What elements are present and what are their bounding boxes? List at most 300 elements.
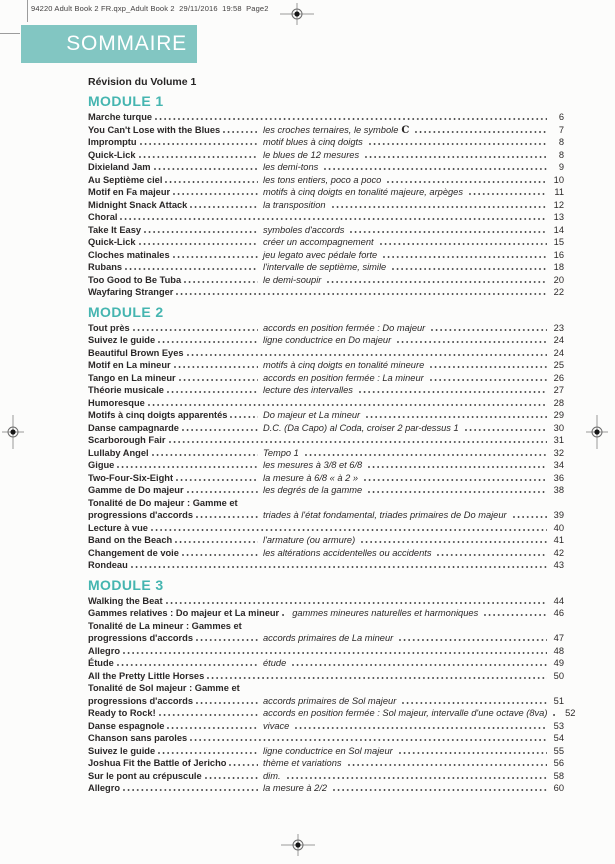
toc-row: [88, 559, 564, 572]
toc-entry-lead: [88, 236, 260, 249]
dot-leader: [368, 491, 547, 493]
toc-row: [88, 149, 564, 162]
toc-entry-lead: [88, 707, 260, 720]
toc-entry-tail: [260, 372, 564, 385]
toc-row: [88, 695, 564, 708]
page-title: SOMMAIRE: [66, 32, 187, 55]
toc-entry-page: 56: [553, 758, 564, 768]
toc-entry-page: 52: [565, 708, 576, 718]
toc-entry-tail: [260, 782, 564, 795]
toc-entry-description: la mesure à 6/8 « à 2 »: [263, 472, 359, 483]
toc-row: [88, 422, 564, 435]
toc-entry-title: Motif en La mineur: [88, 360, 171, 370]
toc-entry-page: 8: [558, 149, 564, 160]
module-heading: MODULE 1: [88, 93, 164, 109]
dot-leader: [324, 168, 547, 170]
dot-leader: [140, 143, 258, 145]
toc-entry-title: Changement de voie: [88, 547, 179, 558]
module-heading: MODULE 2: [88, 303, 164, 320]
toc-entry-description: accords en position fermée : Sol majeur, intervalle d'une octave (8va): [263, 708, 548, 718]
dot-leader: [437, 554, 547, 556]
toc-row: [88, 707, 576, 720]
toc-content: [88, 76, 576, 795]
toc-entry-lead: [88, 757, 260, 770]
toc-entry-tail: [260, 547, 564, 560]
dot-leader: [182, 554, 258, 556]
dot-leader: [305, 454, 547, 456]
toc-entry-page: 40: [553, 522, 564, 533]
toc-entry-title: Gamme de Do majeur: [88, 485, 184, 495]
toc-entry-lead: [88, 459, 260, 472]
toc-entry-tail: [260, 757, 564, 770]
toc-entry-description: motifs à cinq doigts en tonalité mineure: [263, 360, 425, 370]
toc-entry-tail: [260, 695, 564, 708]
toc-entry-page: 43: [553, 560, 564, 570]
toc-entry-lead: [88, 174, 260, 187]
toc-entry-tail: [260, 484, 564, 497]
toc-entry-title: Joshua Fit the Battle of Jericho: [88, 758, 227, 768]
dot-leader: [383, 256, 547, 258]
toc-entry-lead: [88, 447, 260, 460]
toc-entry-page: 7: [558, 124, 564, 135]
dot-leader: [148, 404, 547, 406]
dot-leader: [361, 541, 547, 543]
toc-entry-title: progressions d'accords: [88, 510, 194, 520]
toc-row: [88, 174, 564, 187]
dot-leader: [292, 664, 547, 666]
toc-entry-tail: [260, 236, 564, 249]
toc-entry-page: 36: [553, 472, 564, 483]
toc-entry-tail: [260, 447, 564, 460]
dot-leader: [174, 366, 258, 368]
toc-entry-description: accords primaires de Sol majeur: [263, 695, 397, 706]
dot-leader: [187, 354, 547, 356]
toc-row: [88, 595, 564, 608]
dot-leader: [190, 206, 258, 208]
toc-row: [88, 509, 564, 522]
toc-entry-page: 58: [553, 770, 564, 781]
toc-entry-lead: [88, 720, 260, 733]
common-time-symbol: C: [401, 124, 410, 136]
toc-entry-lead: [88, 334, 260, 347]
dot-leader: [139, 243, 258, 245]
dot-leader: [133, 329, 258, 331]
toc-entry-lead: [88, 547, 260, 560]
toc-entry-title: Ready to Rock!: [88, 708, 156, 718]
toc-row: [88, 274, 564, 287]
dot-leader: [327, 281, 547, 283]
dot-leader: [167, 391, 258, 393]
toc-entry-title: Two-Four-Six-Eight: [88, 472, 174, 483]
toc-row: [88, 211, 564, 224]
toc-row: [88, 124, 564, 137]
toc-entry-title: progressions d'accords: [88, 695, 194, 706]
toc-entry-title: Gigue: [88, 460, 115, 470]
toc-entry-lead: [88, 657, 260, 670]
toc-sections: [88, 93, 576, 795]
page-title-banner: [21, 25, 197, 63]
toc-entry-tail: [260, 124, 564, 138]
toc-entry-tail: [260, 720, 564, 733]
toc-row: [88, 534, 564, 547]
dot-leader: [154, 168, 258, 170]
toc-row: [88, 236, 564, 249]
dot-leader: [230, 416, 258, 418]
toc-row: [88, 757, 564, 770]
dot-leader: [125, 268, 258, 270]
toc-row: [88, 620, 564, 633]
toc-row: [88, 497, 564, 510]
toc-row: [88, 322, 564, 335]
toc-entry-description: dim.: [263, 770, 281, 781]
dot-leader: [155, 118, 547, 120]
toc-entry-tail: [260, 745, 564, 758]
toc-entry-page: 60: [553, 783, 564, 793]
toc-entry-tail: [260, 199, 564, 212]
toc-entry-title: Midnight Snack Attack: [88, 199, 188, 210]
toc-entry-page: 30: [553, 422, 564, 433]
toc-entry-tail: [289, 607, 564, 620]
toc-row: [88, 224, 564, 237]
toc-entry-page: 11: [554, 187, 564, 197]
toc-entry-page: 28: [553, 397, 564, 408]
toc-entry-page: 23: [553, 322, 564, 333]
toc-entry-lead: [88, 274, 260, 287]
toc-entry-lead: [88, 472, 260, 485]
toc-entry-tail: [260, 359, 564, 372]
toc-entry-title: Quick-Lick: [88, 237, 136, 247]
dot-leader: [196, 639, 258, 641]
dot-leader: [332, 206, 547, 208]
dot-leader: [223, 131, 258, 133]
toc-entry-title: Danse espagnole: [88, 720, 165, 731]
toc-entry-title: Marche turque: [88, 112, 153, 122]
toc-entry-tail: [260, 472, 564, 485]
toc-entry-tail: [260, 657, 564, 670]
toc-entry-page: 6: [558, 112, 564, 122]
intro-line: Révision du Volume 1: [88, 76, 197, 88]
dot-leader: [175, 541, 258, 543]
dot-leader: [392, 268, 547, 270]
dot-leader: [158, 752, 258, 754]
toc-entry-page: 24: [553, 335, 564, 345]
toc-entry-title: Impromptu: [88, 137, 137, 147]
dot-leader: [184, 281, 258, 283]
toc-row: [88, 286, 564, 299]
dot-leader: [158, 341, 258, 343]
toc-entry-page: 42: [553, 547, 564, 558]
dot-leader: [123, 652, 547, 654]
toc-entry-description: la transposition: [263, 199, 326, 210]
toc-row: [88, 111, 564, 124]
toc-entry-lead: [88, 224, 260, 237]
toc-row: [88, 645, 564, 658]
toc-entry-title: Rondeau: [88, 560, 128, 570]
toc-row: [88, 632, 564, 645]
toc-entry-tail: [260, 707, 576, 720]
dot-leader: [397, 341, 547, 343]
dot-leader: [117, 466, 258, 468]
module-heading: MODULE 3: [88, 576, 164, 593]
toc-entry-title: Choral: [88, 212, 118, 222]
toc-entry-tail: [260, 459, 564, 472]
toc-entry-page: 27: [553, 385, 564, 395]
toc-entry-description: l'armature (ou armure): [263, 535, 356, 545]
dot-leader: [123, 789, 258, 791]
toc-row: [88, 359, 564, 372]
toc-entry-page: 13: [553, 212, 564, 222]
toc-entry-tail: [260, 409, 564, 422]
toc-entry-title: Chanson sans paroles: [88, 733, 188, 743]
toc-row: [88, 249, 564, 262]
toc-entry-description: Do majeur et La mineur: [263, 410, 361, 420]
toc-row: [88, 161, 564, 174]
registration-mark-icon: [579, 414, 615, 450]
toc-entry-lead: [88, 261, 260, 274]
dot-leader: [380, 243, 547, 245]
toc-entry-title: Tango en La mineur: [88, 372, 176, 383]
toc-entry-lead: [88, 782, 260, 795]
toc-entry-lead: [88, 607, 289, 620]
dot-leader: [350, 231, 547, 233]
toc-entry-tail: [260, 509, 564, 522]
toc-entry-lead: [88, 770, 260, 783]
toc-entry-title: You Can't Lose with the Blues: [88, 124, 221, 135]
dot-leader: [176, 479, 258, 481]
toc-entry-description: gammes mineures naturelles et harmoniques: [292, 608, 479, 618]
toc-row: [88, 447, 564, 460]
toc-entry-page: 14: [553, 224, 564, 235]
toc-row: [88, 459, 564, 472]
toc-entry-title: Motifs à cinq doigts apparentés: [88, 410, 228, 420]
toc-entry-page: 34: [553, 460, 564, 470]
toc-entry-lead: [88, 632, 260, 645]
toc-entry-page: 20: [553, 274, 564, 285]
toc-entry-tail: [260, 422, 564, 435]
toc-row: [88, 745, 564, 758]
toc-entry-description: thème et variations: [263, 758, 342, 768]
toc-entry-page: 49: [553, 658, 564, 668]
toc-entry-page: 53: [553, 720, 564, 731]
toc-entry-page: 16: [553, 249, 564, 260]
dot-leader: [399, 752, 547, 754]
toc-entry-title: Danse campagnarde: [88, 422, 179, 433]
toc-entry-description: accords en position fermée : La mineur: [263, 372, 424, 383]
toc-entry-page: 55: [553, 745, 564, 756]
toc-entry-page: 51: [553, 695, 564, 706]
dot-leader: [151, 529, 547, 531]
toc-entry-title: Lecture à vue: [88, 522, 148, 533]
dot-leader: [173, 256, 258, 258]
toc-entry-page: 15: [553, 237, 564, 247]
toc-entry-tail: [260, 334, 564, 347]
toc-entry-lead: [88, 149, 260, 162]
print-job-header: 94220 Adult Book 2 FR.qxp_Adult Book 2 29/11/2016 19:58 Page2: [31, 4, 269, 13]
toc-entry-description: les croches ternaires, le symbole: [263, 124, 399, 135]
toc-entry-title: Band on the Beach: [88, 535, 173, 545]
toc-entry-description: D.C. (Da Capo) al Coda, croiser 2 par-dessus 1: [263, 422, 459, 433]
dot-leader: [465, 429, 547, 431]
dot-leader: [553, 714, 558, 716]
toc-entry-page: 54: [553, 733, 564, 743]
toc-entry-lead: [88, 509, 260, 522]
toc-entry-page: 48: [553, 645, 564, 656]
toc-entry-description: ligne conductrice en Do majeur: [263, 335, 392, 345]
toc-entry-description: les degrés de la gamme: [263, 485, 363, 495]
toc-entry-title: Motif en Fa majeur: [88, 187, 171, 197]
toc-entry-title: Wayfaring Stranger: [88, 287, 174, 297]
toc-entry-page: 26: [553, 372, 564, 383]
toc-entry-description: vivace: [263, 720, 290, 731]
toc-entry-page: 41: [553, 535, 564, 545]
toc-entry-lead: [88, 422, 260, 435]
toc-entry-title: Tout près: [88, 322, 130, 333]
toc-entry-lead: [88, 372, 260, 385]
dot-leader: [430, 379, 547, 381]
toc-entry-title: Humoresque: [88, 397, 145, 408]
toc-entry-description: l'intervalle de septième, simile: [263, 262, 387, 272]
dot-leader: [399, 639, 547, 641]
dot-leader: [182, 429, 258, 431]
toc-entry-tail: [260, 136, 564, 149]
toc-row: [88, 472, 564, 485]
dot-leader: [359, 391, 547, 393]
toc-row: [88, 397, 564, 410]
toc-entry-description: triades à l'état fondamental, triades primaires de Do majeur: [263, 510, 507, 520]
toc-entry-page: 32: [553, 447, 564, 458]
toc-entry-page: 46: [553, 608, 564, 618]
toc-entry-lead: [88, 409, 260, 422]
toc-entry-lead: [88, 186, 260, 199]
toc-entry-lead: [88, 161, 260, 174]
dot-leader: [469, 193, 547, 195]
toc-entry-page: 12: [553, 199, 564, 210]
toc-row: [88, 547, 564, 560]
toc-entry-tail: [260, 770, 564, 783]
toc-entry-tail: [260, 632, 564, 645]
toc-entry-lead: [88, 124, 260, 137]
toc-entry-lead: [88, 199, 260, 212]
toc-entry-lead: [88, 534, 260, 547]
toc-row: [88, 682, 564, 695]
toc-entry-description: les mesures à 3/8 et 6/8: [263, 460, 363, 470]
toc-entry-title: Suivez le guide: [88, 745, 156, 756]
toc-row: [88, 434, 564, 447]
toc-entry-lead: [88, 384, 260, 397]
toc-entry-page: 31: [553, 435, 564, 445]
dot-leader: [365, 156, 547, 158]
toc-row: [88, 657, 564, 670]
toc-entry-title: Lullaby Angel: [88, 447, 149, 458]
toc-entry-lead: [88, 359, 260, 372]
toc-entry-title: Tonalité de Sol majeur : Gamme et: [88, 683, 240, 693]
toc-entry-lead: [88, 745, 260, 758]
dot-leader: [484, 614, 547, 616]
toc-entry-page: 44: [553, 595, 564, 606]
toc-row: [88, 409, 564, 422]
toc-entry-tail: [260, 274, 564, 287]
dot-leader: [117, 664, 258, 666]
dot-leader: [333, 789, 547, 791]
toc-row: [88, 670, 564, 683]
dot-leader: [369, 143, 547, 145]
toc-entry-description: accords en position fermée : Do majeur: [263, 322, 426, 333]
toc-entry-tail: [260, 149, 564, 162]
toc-entry-tail: [260, 161, 564, 174]
toc-entry-title: Dixieland Jam: [88, 162, 151, 172]
registration-mark-icon: [279, 0, 315, 32]
toc-entry-title: Scarborough Fair: [88, 435, 166, 445]
toc-entry-page: 9: [558, 162, 564, 172]
toc-entry-tail: [260, 174, 564, 187]
toc-entry-page: 29: [553, 410, 564, 420]
toc-entry-title: Sur le pont au crépuscule: [88, 770, 202, 781]
toc-row: [88, 782, 564, 795]
dot-leader: [179, 379, 258, 381]
toc-entry-page: 47: [553, 633, 564, 643]
toc-entry-title: Tonalité de La mineur : Gammes et: [88, 620, 242, 631]
dot-leader: [415, 131, 547, 133]
dot-leader: [368, 466, 547, 468]
dot-leader: [387, 181, 547, 183]
toc-entry-description: la mesure à 2/2: [263, 783, 328, 793]
toc-entry-title: Take It Easy: [88, 224, 142, 235]
toc-entry-description: lecture des intervalles: [263, 385, 353, 395]
dot-leader: [169, 441, 548, 443]
toc-entry-page: 39: [553, 510, 564, 520]
toc-row: [88, 334, 564, 347]
toc-entry-title: Allegro: [88, 645, 121, 656]
toc-entry-description: étude: [263, 658, 287, 668]
toc-entry-title: Au Septième ciel: [88, 174, 163, 185]
toc-entry-title: Beautiful Brown Eyes: [88, 347, 184, 358]
toc-entry-description: jeu legato avec pédale forte: [263, 249, 378, 260]
toc-entry-description: les altérations accidentelles ou accidents: [263, 547, 432, 558]
toc-entry-tail: [260, 322, 564, 335]
toc-entry-title: Allegro: [88, 783, 121, 793]
toc-entry-description: ligne conductrice en Sol majeur: [263, 745, 393, 756]
dot-leader: [167, 727, 258, 729]
crop-mark-vertical: [27, 0, 28, 22]
dot-leader: [139, 156, 258, 158]
toc-entry-lead: [88, 322, 260, 335]
toc-row: [88, 607, 564, 620]
dot-leader: [120, 218, 547, 220]
toc-row: [88, 186, 564, 199]
dot-leader: [196, 702, 258, 704]
toc-entry-description: motif blues à cinq doigts: [263, 137, 363, 147]
toc-entry-title: Gammes relatives : Do majeur et La mineur: [88, 608, 280, 618]
toc-row: [88, 347, 564, 360]
registration-mark-icon: [0, 414, 31, 450]
dot-leader: [431, 329, 547, 331]
toc-entry-title: Tonalité de Do majeur : Gamme et: [88, 497, 238, 508]
toc-entry-title: Suivez le guide: [88, 335, 156, 345]
dot-leader: [402, 702, 547, 704]
toc-row: [88, 770, 564, 783]
toc-entry-title: Quick-Lick: [88, 149, 136, 160]
dot-leader: [348, 764, 547, 766]
toc-row: [88, 136, 564, 149]
toc-entry-lead: [88, 484, 260, 497]
toc-entry-page: 38: [553, 485, 564, 495]
toc-row: [88, 372, 564, 385]
toc-entry-description: créer un accompagnement: [263, 237, 374, 247]
dot-leader: [190, 739, 547, 741]
toc-entry-tail: [260, 186, 564, 199]
toc-row: [88, 384, 564, 397]
toc-entry-title: progressions d'accords: [88, 633, 194, 643]
